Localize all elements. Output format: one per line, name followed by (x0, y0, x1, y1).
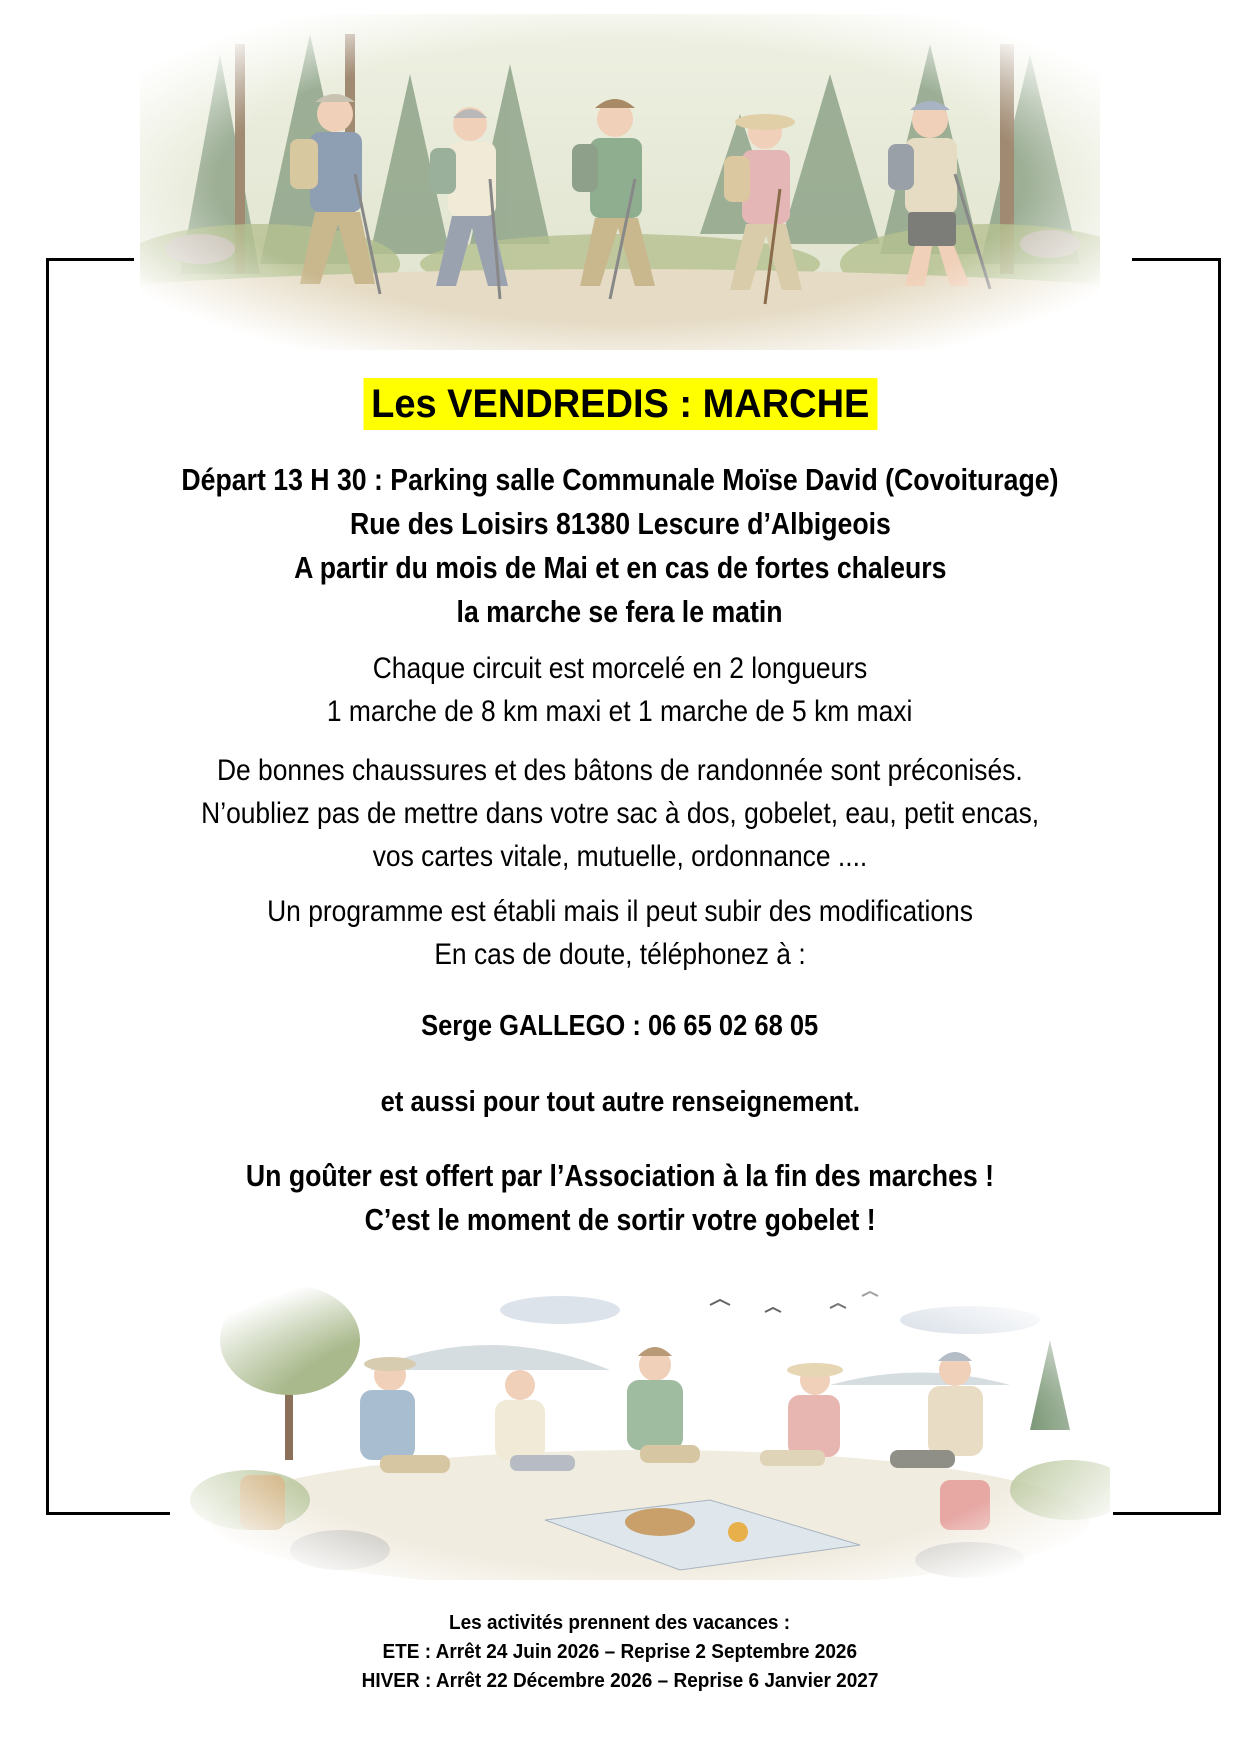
equipment-shoes-text: De bonnes chaussures et des bâtons de randonnée sont préconisés. (217, 754, 1023, 787)
snack-line-2 (0, 1202, 1240, 1238)
morning-walk-note: la marche se fera le matin (456, 594, 784, 629)
contact-info-row (0, 1086, 1240, 1119)
holidays-winter-row (0, 1670, 1240, 1693)
summer-schedule-note: A partir du mois de Mai et en cas de fortes chaleurs (293, 550, 947, 585)
circuit-line-2 (0, 695, 1240, 729)
hikers-picnic-illustration (190, 1250, 1110, 1580)
frame-border-bottom-left (46, 1512, 170, 1515)
equipment-line-1 (0, 754, 1240, 788)
departure-time-location: Départ 13 H 30 : Parking salle Communale Moïse David (Covoiturage) (181, 462, 1059, 497)
departure-address: Rue des Loisirs 81380 Lescure d’Albigeois (349, 506, 891, 541)
departure-line-4 (0, 594, 1240, 630)
page-title: Les VENDREDIS : MARCHE (363, 378, 876, 430)
picnic-image-icon (190, 1250, 1110, 1580)
program-line-2 (0, 938, 1240, 972)
holidays-winter: HIVER : Arrêt 22 Décembre 2026 – Reprise 6 Janvier 2027 (361, 1670, 879, 1692)
contact-name-phone: Serge GALLEGO : 06 65 02 68 05 (421, 1010, 819, 1042)
departure-line-2 (0, 506, 1240, 542)
snack-cup-text: C’est le moment de sortir votre gobelet ! (364, 1202, 876, 1237)
holidays-intro-row (0, 1612, 1240, 1635)
frame-border-top-left (46, 258, 134, 261)
departure-line-3 (0, 550, 1240, 586)
hikers-walking-illustration (140, 14, 1100, 350)
contact-row (0, 1010, 1240, 1043)
departure-line-1 (0, 462, 1240, 498)
circuit-line-1 (0, 652, 1240, 686)
snack-line-1 (0, 1158, 1240, 1194)
equipment-line-2 (0, 797, 1240, 831)
title-row (0, 378, 1240, 430)
forest-walk-image-icon (140, 14, 1100, 350)
snack-offer-text: Un goûter est offert par l’Association à la fin des marches ! (245, 1158, 995, 1193)
holidays-summer: ETE : Arrêt 24 Juin 2026 – Reprise 2 Septembre 2026 (382, 1641, 858, 1663)
equipment-documents-text: vos cartes vitale, mutuelle, ordonnance .... (372, 840, 868, 873)
contact-info-text: et aussi pour tout autre renseignement. (380, 1086, 860, 1118)
circuit-distances-text: 1 marche de 8 km maxi et 1 marche de 5 km maxi (327, 695, 913, 728)
equipment-bag-text: N’oubliez pas de mettre dans votre sac à dos, gobelet, eau, petit encas, (201, 797, 1039, 830)
program-changes-text: Un programme est établi mais il peut subir des modifications (267, 895, 973, 928)
frame-border-bottom-right (1113, 1512, 1221, 1515)
circuit-split-text: Chaque circuit est morcelé en 2 longueurs (372, 652, 868, 685)
frame-border-left (46, 258, 49, 1515)
equipment-line-3 (0, 840, 1240, 874)
holidays-summer-row (0, 1641, 1240, 1664)
frame-border-right (1218, 258, 1221, 1515)
program-call-text: En cas de doute, téléphonez à : (434, 938, 806, 971)
holidays-intro: Les activités prennent des vacances : (449, 1612, 791, 1634)
program-line-1 (0, 895, 1240, 929)
frame-border-top-right (1132, 258, 1221, 261)
